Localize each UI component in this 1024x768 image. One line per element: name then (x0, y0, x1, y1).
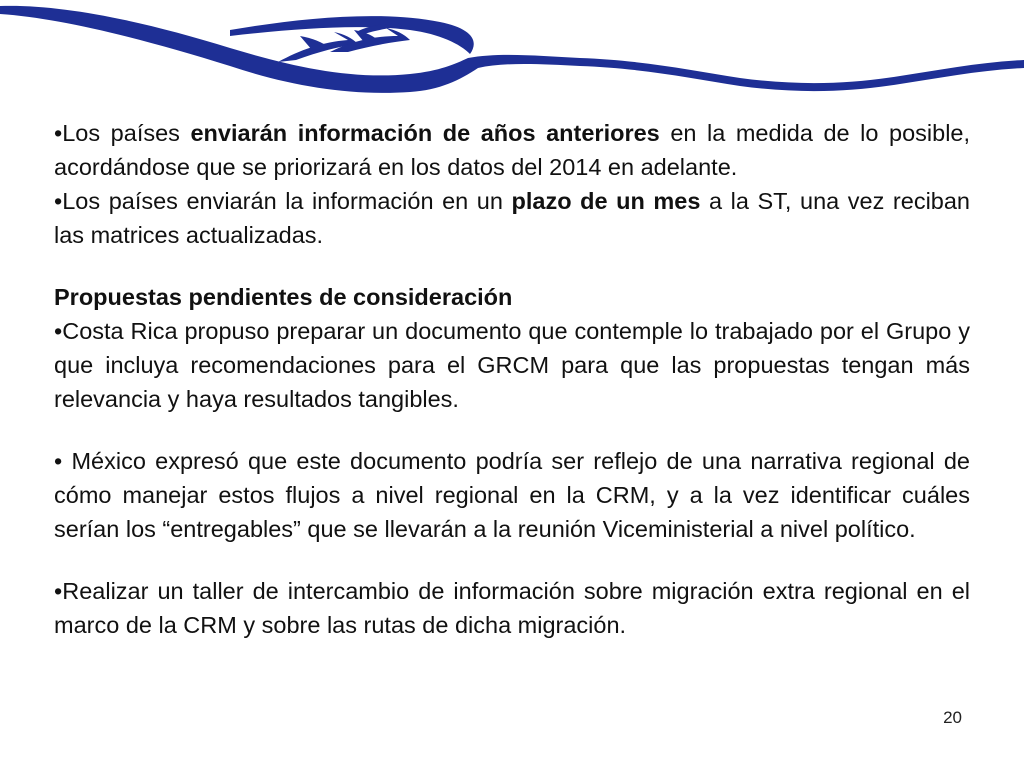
bullet-item (54, 184, 970, 252)
proposal-item (54, 574, 970, 642)
page-number: 20 (943, 708, 962, 727)
swoosh-shape (0, 6, 1024, 93)
spacer (54, 546, 970, 574)
bullet-text: a la ST, una vez reciban las matrices actualizadas. (54, 188, 970, 248)
bullet-emphasis: enviarán información de años anteriores (190, 120, 660, 146)
blue-swoosh-birds-logo (0, 0, 1024, 110)
bullet-emphasis: plazo de un mes (511, 188, 701, 214)
slide-body (54, 116, 970, 642)
proposal-text: Realizar un taller de intercambio de información sobre migración extra regional en el marco de la CRM y sobre las rutas de dicha migración. (54, 578, 970, 638)
bullet-text: Los países enviarán la información en un (62, 188, 512, 214)
bullet-marker: • (54, 318, 63, 344)
section-heading: Propuestas pendientes de consideración (54, 284, 513, 310)
bullet-marker: • (54, 120, 63, 146)
bullet-text: en la medida de lo posible, acordándose que se priorizará en los datos del 2014 en adelante. (54, 120, 971, 180)
bullet-item (54, 116, 970, 184)
spacer (54, 416, 970, 444)
proposal-item (54, 314, 970, 416)
proposal-text: Costa Rica propuso preparar un documento que contemple lo trabajado por el Grupo y que incluya recomendaciones para el GRCM para que las propuestas tengan más relevancia y haya resultados tangibles. (54, 318, 970, 412)
proposal-text: México expresó que este documento podría ser reflejo de una narrativa regional de cómo manejar estos flujos a nivel regional en la CRM, y a la vez identificar cuáles serían los “entregables” que se llevarán a la reunión Viceministerial a nivel político. (54, 448, 970, 542)
bird-wing-1 (300, 36, 330, 50)
bullet-marker: • (54, 448, 72, 474)
bullet-text: Los países (62, 120, 191, 146)
bullet-marker: • (54, 188, 63, 214)
proposal-item (54, 444, 970, 546)
spacer (54, 252, 970, 280)
bullet-marker: • (54, 578, 63, 604)
